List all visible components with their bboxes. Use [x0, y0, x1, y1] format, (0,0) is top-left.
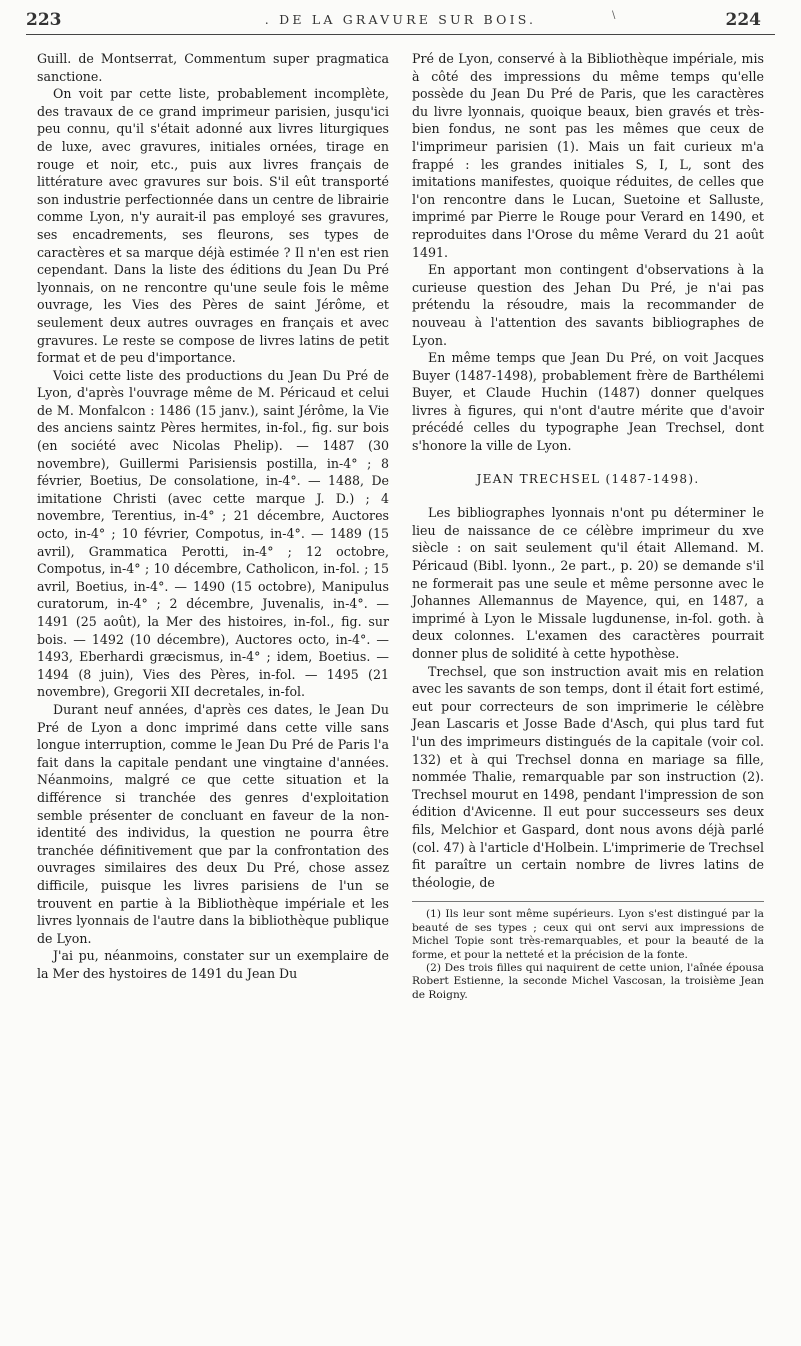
page-header — [0, 0, 801, 40]
right-paragraph-5: Trechsel, que son instruction avait mis en relation avec les savants de son temps, dont il était fort estimé, eut pour correcteurs de son imprimerie le célèbre Jean Lascaris et Josse Bade d'Asch, qui plus tard fut l'un des imprimeurs distingués de la capitale (voir col. 132) et à qui Trechsel donna en mariage sa fille, nommée Thalie, remarquable par son instruction (2). Trechsel mourut en 1498, pendant l'impression de son édition d'Avicenne. Il eut pour successeurs ses deux fils, Melchior et Gaspard, dont nous avons déjà parlé (col. 47) à l'article d'Holbein. L'imprimerie de Trechsel fit paraître un certain nombre de livres latins de théologie, de — [412, 663, 764, 890]
right-page-number: 224 — [725, 10, 761, 30]
left-paragraph-3: Voici cette liste des productions du Jean Du Pré de Lyon, d'après l'ouvrage même de M. Péricaud et celui de M. Monfalcon : 1486 (15 janv.), saint Jérôme, la Vie des anciens saintz Pères hermites, in-fol., fig. sur bois (en société avec Nicolas Phelip). — 1487 (30 novembre), Guillermi Parisiensis postilla, in-4° ; 8 février, Boetius, De consolatione, in-4°. — 1488, De imitatione Christi (avec cette marque J. D.) ; 4 novembre, Terentius, in-4° ; 21 décembre, Auctores octo, in-4° ; 10 février, Compotus, in-4°. — 1489 (15 avril), Grammatica Perotti, in-4° ; 12 octobre, Compotus, in-4° ; 10 décembre, Catholicon, in-fol. ; 15 avril, Boetius, in-4°. — 1490 (15 octobre), Manipulus curatorum, in-4° ; 2 décembre, Juvenalis, in-4°. — 1491 (25 août), la Mer des histoires, in-fol., fig. sur bois. — 1492 (10 décembre), Auctores octo, in-4°. — 1493, Eberhardi græcismus, in-4° ; idem, Boetius. — 1494 (8 juin), Vies des Pères, in-fol. — 1495 (21 novembre), Gregorii XII decretales, in-fol. — [37, 367, 389, 700]
left-paragraph-4: Durant neuf années, d'après ces dates, le Jean Du Pré de Lyon a donc imprimé dans cette ville sans longue interruption, comme le Jean Du Pré de Paris l'a fait dans la capitale pendant une vingtaine d'années. Néanmoins, malgré ce que cette situation et la différence si tranchée des genres d'exploitation semble présenter de concluant en faveur de la non-identité des individus, la question ne pourra être tranchée définitivement que par la confrontation des ouvrages similaires des deux Du Pré, chose assez difficile, puisque les livres parisiens de l'un se trouvent en partie à la Bibliothèque impériale et les livres lyonnais de l'autre dans la bibliothèque publique de Lyon. — [37, 701, 389, 946]
right-column — [412, 50, 764, 1002]
footnote-2: (2) Des trois filles qui naquirent de cette union, l'aînée épousa Robert Estienne, la seconde Michel Vascosan, la troisième Jean de Roigny. — [412, 961, 764, 1001]
running-title: . DE LA GRAVURE SUR BOIS. — [264, 12, 537, 27]
footnotes — [412, 908, 764, 1002]
left-column — [37, 50, 389, 982]
right-paragraph-2: En apportant mon contingent d'observations à la curieuse question des Jehan Du Pré, je n'ai pas prétendu la résoudre, mais la recommander de nouveau à l'attention des savants bibliographes de Lyon. — [412, 262, 764, 348]
footnote-rule — [412, 901, 764, 902]
footnote-1: (1) Ils leur sont même supérieurs. Lyon s'est distingué par la beauté de ses types ; ceux qui ont servi aux impressions de Michel Topie sont très-remarquables, et pour la beauté de la forme, et pour la netteté et la précision de la fonte. — [412, 908, 764, 961]
printer-mark: \ — [612, 10, 616, 21]
left-paragraph-1: Guill. de Montserrat, Commentum super pragmatica sanctione. — [37, 51, 389, 84]
section-title: JEAN TRECHSEL (1487-1498). — [476, 471, 700, 486]
left-paragraph-2: On voit par cette liste, probablement incomplète, des travaux de ce grand imprimeur parisien, jusqu'ici peu connu, qu'il s'était adonné aux livres liturgiques de luxe, avec gravures, initiales ornées, tirage en rouge et noir, etc., puis aux livres français de littérature avec gravures sur bois. S'il eût transporté son industrie perfectionnée dans un centre de librairie comme Lyon, n'y aurait-il pas employé ses gravures, ses encadrements, ses fleurons, ses types de caractères et sa marque déjà estimée ? Il n'en est rien cependant. Dans la liste des éditions du Jean Du Pré lyonnais, on ne rencontre qu'une seule fois le même ouvrage, les Vies des Pères de saint Jérôme, et seulement deux autres ouvrages en français et avec gravures. Le reste se compose de livres latins de petit format et de peu d'importance. — [37, 86, 389, 366]
right-paragraph-1: Pré de Lyon, conservé à la Bibliothèque impériale, mis à côté des impressions du même temps qu'elle possède du Jean Du Pré de Paris, que les caractères du livre lyonnais, quoique beaux, bien gravés et très-bien fondus, ne sont pas les mêmes que ceux de l'imprimeur parisien (1). Mais un fait curieux m'a frappé : les grandes initiales S, I, L, sont des imitations manifestes, quoique réduites, de celles que l'on rencontre dans le Lucan, Suetoine et Salluste, imprimé par Pierre le Rouge pour Verard en 1490, et reproduites dans l'Orose du même Verard du 21 août 1491. — [412, 51, 764, 260]
right-paragraph-4: Les bibliographes lyonnais n'ont pu déterminer le lieu de naissance de ce célèbre imprimeur du xve siècle : on sait seulement qu'il était Allemand. M. Péricaud (Bibl. lyonn., 2e part., p. 20) se demande s'il ne formerait pas une seule et même personne avec le Johannes Allemannus de Mayence, qui, en 1487, a imprimé à Lyon le Missale lugdunense, in-fol. goth. à deux colonnes. L'examen des caractères pourrait donner plus de solidité à cette hypothèse. — [412, 505, 764, 661]
left-page-number: 223 — [26, 10, 62, 30]
header-rule — [26, 34, 775, 35]
right-paragraph-3: En même temps que Jean Du Pré, on voit Jacques Buyer (1487-1498), probablement frère de Barthélemi Buyer, et Claude Huchin (1487) donner quelques livres à figures, qui n'ont d'autre mérite que d'avoir précédé celles du typographe Jean Trechsel, dont s'honore la ville de Lyon. — [412, 350, 764, 454]
left-paragraph-5: J'ai pu, néanmoins, constater sur un exemplaire de la Mer des hystoires de 1491 du Jean Du — [37, 948, 389, 981]
